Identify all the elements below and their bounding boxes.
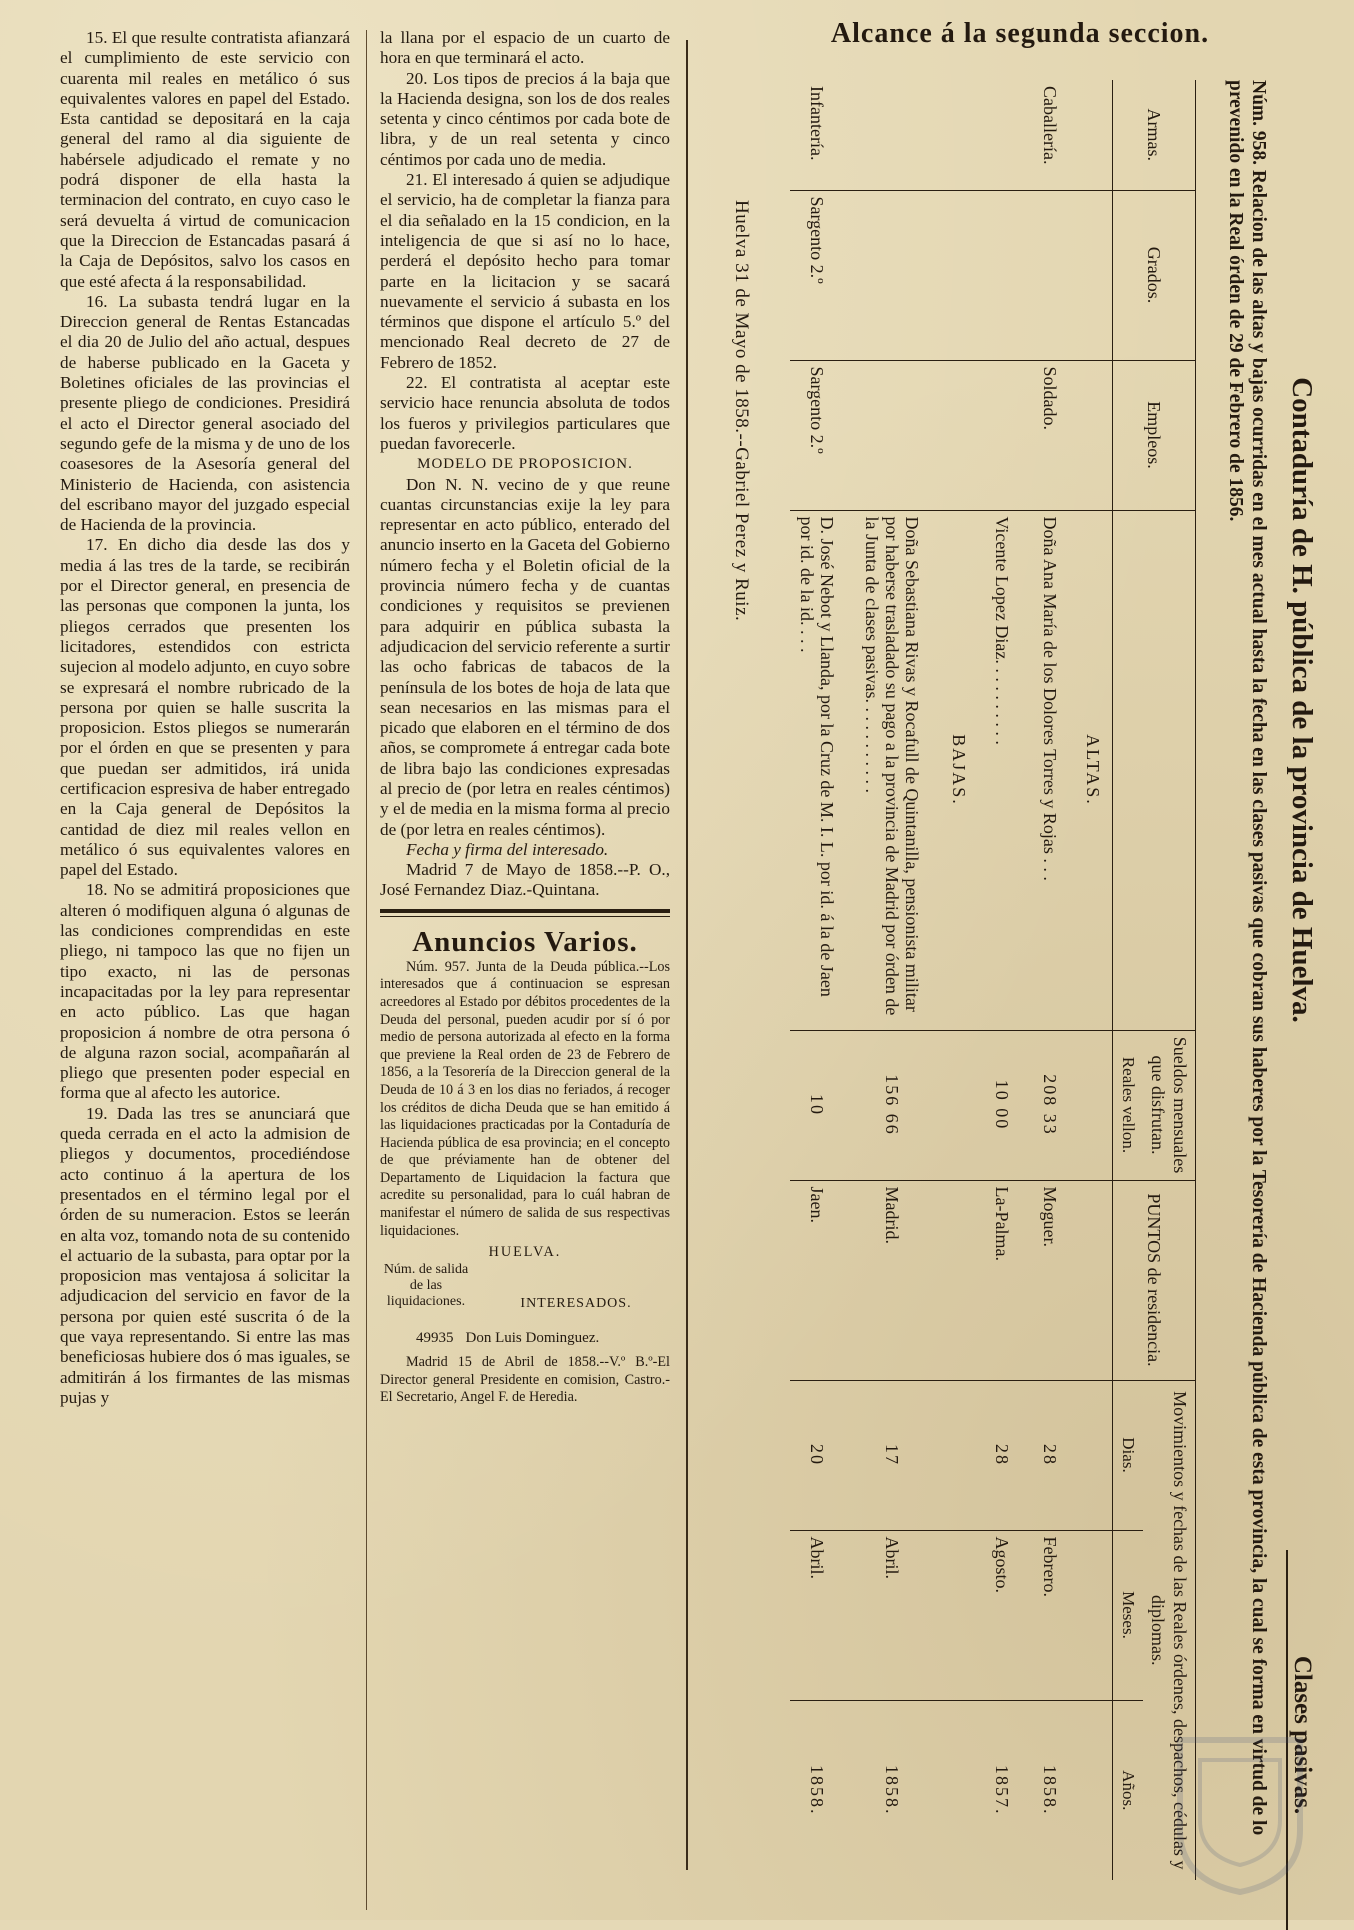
row-arma [978, 80, 1026, 190]
table-row [844, 80, 940, 1880]
notice-958: Núm. 958. Relacion de las altas y bajas ocurridas en el mes actual hasta la fecha en las clases pasivas que cobran sus haberes por la Tesorería de Hacienda pública de esta provincia, la cual se forma en virtud de lo prevenido en la Real órden de 29 de Febrero de 1856. [1225, 80, 1269, 1836]
row-grado [978, 190, 1026, 360]
row-nombre: Vicente Lopez Diaz. . . . . . . . . . [978, 510, 1026, 1030]
row-nombre: Doña Ana María de los Dolores Torres y Rojas . . . [1026, 510, 1074, 1030]
row-ano: 1858. [844, 1700, 940, 1880]
row-sueldo: 208 33 [1026, 1030, 1074, 1180]
modelo-heading: MODELO DE PROPOSICION. [417, 456, 633, 473]
row-ano: 1858. [1026, 1700, 1074, 1880]
header-meses: Meses. [1113, 1530, 1144, 1700]
row-empleo: Sargento 2.º [790, 360, 844, 510]
archive-watermark-icon [1140, 1720, 1340, 1900]
modelo-date: Madrid 7 de Mayo de 1858.--P. O., José Fernandez Diaz.-Quintana. [380, 860, 670, 900]
row-punto: Moguer. [1026, 1180, 1074, 1380]
row-sueldo: 10 [790, 1030, 844, 1180]
row-mes: Abril. [790, 1530, 844, 1700]
row-arma: Infantería. [807, 86, 827, 161]
table-row [790, 80, 844, 1880]
row-ano: 1858. [790, 1700, 844, 1880]
condition-18: 18. No se admitirá proposiciones que alteren ó modifiquen alguna ó algunas de las condiciones comprendidas en este pliego, ni tampoco las que no fijen un tipo exacto, ni las de personas incapacitadas por la ley para representar en acto público. Las que hagan proposicion á nombre de otra persona ó de alguna razon social, acompañarán al pliego que presenten poder especial en forma que al afecto les autorice. [60, 880, 350, 1103]
row-dia: 17 [844, 1380, 940, 1530]
condition-20: 20. Los tipos de precios á la baja que la Hacienda designa, son los de dos reales setenta y cinco céntimos por cada bote de libra, y de un real setenta y cinco céntimos por cada uno de media. [380, 68, 670, 169]
condition-19: 19. Dada las tres se anunciará que queda cerrada en el acto la admision de pliegos y documentos, procediéndose acto continuo á la apertura de los presentados en el término legal por el órden de su numeracion. Estos se leerán en alta voz, tomando nota de su contenido el actuario de la subasta, para optar por la proposicion mas ventajosa á solicitar la adjudicacion del servicio en favor de la persona por quien esté suscrita ó de la que vaya representando. Si entre las mas beneficiosas hubiere dos ó mas iguales, se admitirán á los firmantes de las mismas pujas y [60, 1103, 350, 1407]
clases-pasivas-table [790, 80, 1196, 1880]
alcance-heading: Alcance á la segunda seccion. [830, 18, 1210, 49]
row-punto: Jaen. [790, 1180, 844, 1380]
table-row [978, 80, 1026, 1880]
row-dia: 28 [1026, 1380, 1074, 1530]
row-grado [1026, 190, 1074, 360]
entry-number: 49935 [416, 1329, 454, 1346]
altas-label: ALTAS. [1074, 510, 1113, 1030]
header-dias: Dias. [1113, 1380, 1144, 1530]
anuncios-heading: Anuncios Varios. [412, 925, 638, 958]
closing-signature: Madrid 15 de Abril de 1858.--V.º B.º-El Director general Presidente en comision, Castro.-El Secretario, Angel F. de Heredia. [380, 1354, 670, 1406]
condition-16: 16. La subasta tendrá lugar en la Direccion general de Rentas Estancadas el dia 20 de Julio del año actual, despues de haberse publicado en la Gaceta y Boletines oficiales de las provincias el presente pliego de condiciones. Presidirá el acto el Director general asociado del segundo gefe de la misma y de uno de los coasesores de la Asesoría general del Ministerio de Hacienda, con asistencia del escribano mayor del juzgado especial de Hacienda de la provincia. [60, 291, 350, 535]
row-empleo: Soldado. [1026, 360, 1074, 510]
row-mes: Febrero. [1026, 1530, 1074, 1700]
header-puntos: PUNTOS de residencia. [1113, 1180, 1196, 1380]
header-nombres [1113, 510, 1196, 1030]
row-ano: 1857. [978, 1700, 1026, 1880]
condition-19-continued: la llana por el espacio de un cuarto de hora en que terminará el acto. [380, 28, 670, 68]
footer-signature: Huelva 31 de Mayo de 1858.--Gabriel Perez y Ruiz. [731, 200, 752, 622]
row-grado [844, 190, 940, 360]
header-empleos: Empleos. [1113, 360, 1196, 510]
row-arma [844, 80, 940, 190]
header-grados: Grados. [1113, 190, 1196, 360]
notice-957: Núm. 957. Junta de la Deuda pública.--Los interesados que á continuacion se espresan acreedores al Estado por débitos procedentes de la Deuda del personal, pueden acudir por sí ó por medio de persona autorizada al efecto en la forma que previene la Real orden de 23 de Febrero de 1856, a la Tesorería de la Direccion general de la Deuda de 10 á 3 en los dias no feriados, á recoger los créditos de dicha Deuda que se han emitido á las liquidaciones practicadas por la Contaduría de Hacienda pública de esa provincia; en el concepto de que préviamente han de obtener del Departamento de Liquidacion la factura que acredite su personalidad, para lo cuál habran de manifestar el número de salida de sus respectivas liquidaciones. [380, 958, 670, 1239]
column-divider [366, 30, 367, 1910]
row-arma: Caballería. [1040, 86, 1060, 165]
header-sueldos: Sueldos mensuales que disfrutan. [1143, 1030, 1196, 1180]
condition-22: 22. El contratista al aceptar este servicio hace renuncia absoluta de todos los fueros y privilegios particulares que puedan favorecerle. [380, 373, 670, 453]
table-row [1026, 80, 1074, 1880]
header-armas: Armas. [1113, 80, 1196, 190]
row-dia: 28 [978, 1380, 1026, 1530]
section-rule-thin [380, 916, 670, 917]
row-sueldo: 156 66 [844, 1030, 940, 1180]
row-grado: Sargento 2.º [790, 190, 844, 360]
huelva-heading: HUELVA. [488, 1244, 562, 1261]
row-sueldo: 10 00 [978, 1030, 1026, 1180]
num-salida-header: Núm. de salida de las liquidaciones. [383, 1261, 469, 1309]
condition-15: 15. El que resulte contratista afianzará el cumplimiento de este servicio con cuarenta mil reales en metálico ó sus equivalentes valores en papel del Estado. Esta cantidad se depositará en la caja general del ramo al dia siguiente de habérsele adjudicado el remate y no podrá disponer de ella hasta la terminacion del contrato, en cuyo caso le será devuelta á virtud de comunicacion que la Direccion de Estancadas pasará á la Caja de Depósitos, salvo los casos en que esté afecta á la responsabilidad. [60, 28, 350, 291]
entry-name: Don Luis Dominguez. [465, 1329, 600, 1346]
bajas-label: BAJAS. [940, 510, 978, 1030]
modelo-text: Don N. N. vecino de y que reune cuantas circunstancias exije la ley para representar en acto público, enterado del anuncio inserto en la Gaceta del Gobierno número fecha y el Boletin oficial de la provincia número fecha y de cuantas condiciones y requisitos se previenen para adquirir en pública subasta la adjudicacion del servicio referente a surtir las ocho fabricas de tabacos de la península de los botes de hoja de lata que sean necesarios en las mismas para el picado que elaboren en el término de dos años, se compromete á entregar cada bote de libra bajo las condiciones expresadas al precio de (por letra en reales céntimos) y el de media en la misma forma al precio de (por letra en reales céntimos). [380, 474, 670, 839]
interesados-header: INTERESADOS. [520, 1295, 632, 1311]
rotated-section [694, 80, 1324, 1920]
header-anos: Años. [1113, 1700, 1144, 1880]
header-movimientos: Movimientos y fechas de las Reales órdenes, despachos, cédulas y diplomas. [1143, 1380, 1196, 1880]
row-empleo [844, 360, 940, 510]
text-column-1 [60, 28, 350, 1408]
condition-17: 17. En dicho dia desde las dos y media á las tres de la tarde, se recibirán por el Director general, en presencia de las personas que componen la junta, los pliegos cerrados que presenten los licitadores, estendidos con estricta sujecion al modelo adjunto, en cuyo sobre se expresará el nombre rubricado de la persona por quien se halle suscrita la proposicion. Estos pliegos se numerarán por el órden en que se presenten y para que puedan ser admitidos, irá unida certificacion espresiva de haber entregado en la Caja general de Depósitos la cantidad de diez mil reales vellon en metálico ó sus equivalentes valores en papel del Estado. [60, 535, 350, 880]
row-punto: La-Palma. [978, 1180, 1026, 1380]
fecha-firma: Fecha y firma del interesado. [406, 839, 609, 859]
header-reales: Reales vellon. [1113, 1030, 1144, 1180]
row-nombre: Doña Sebastiana Rivas y Rocafull de Quintanilla, pensionista militar por haberse trasladado su pago a la provincia de Madrid por órden de la Junta de clases pasivas. . . . . . . . . . . [844, 510, 940, 1030]
entry-row [380, 1328, 670, 1348]
row-punto: Madrid. [844, 1180, 940, 1380]
row-mes: Agosto. [978, 1530, 1026, 1700]
row-dia: 20 [790, 1380, 844, 1530]
entry-header [380, 1262, 670, 1312]
condition-21: 21. El interesado á quien se adjudique el servicio, ha de completar la fianza para el dia señalado en la 15 condicion, en la inteligencia de que si así no lo hace, perderá el depósito hecho para tomar parte en la licitacion y se sacará nuevamente el servicio á subasta en los términos que dispone el artículo 5.º del mencionado Real decreto de 27 de Febrero de 1852. [380, 170, 670, 372]
text-column-2 [380, 28, 670, 1407]
row-nombre: D. José Nebot y Llanda, por la Cruz de M. I. L. por id. á la de Jaen por id. de la id. . . . [790, 510, 844, 1030]
row-mes: Abril. [844, 1530, 940, 1700]
section-divider [686, 40, 688, 1870]
clases-pasivas-heading: Clases pasivas. [1289, 1655, 1316, 1815]
contaduria-title: Contaduría de H. pública de la provincia de Huelva. [1286, 377, 1318, 1023]
row-empleo [978, 360, 1026, 510]
section-rule-thick [380, 909, 670, 913]
